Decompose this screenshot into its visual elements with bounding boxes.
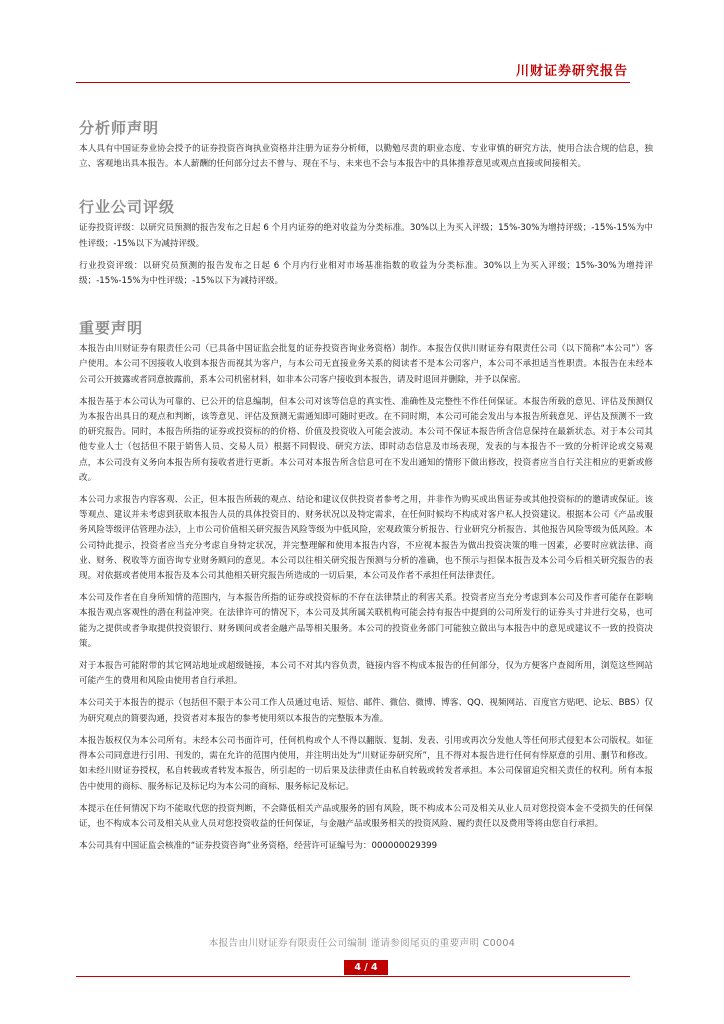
footer-note: 本报告由川财证券有限责任公司编制 谨请参阅尾页的重要声明 C0004 <box>208 938 516 949</box>
disclaimer-paragraph: 对于本报告可能附带的其它网站地址或超级链接，本公司不对其内容负责，链接内容不构成本报告的任何部分，仅为方便客户查阅所用，浏览这些网站可能产生的费用和风险由使用者自行承担。 <box>79 661 653 687</box>
disclaimer-paragraph: 本报告由川财证券有限责任公司（已具备中国证监会批复的证券投资咨询业务资格）制作。本报告仅供川财证券有限责任公司（以下简称“本公司”）客户使用。本公司不因接收人收到本报告而视其为客户，与本公司无直接业务关系的阅读者不是本公司客户，本公司不承担适当性职责。本报告在未经本公司公开披露或者同意披露前，系本公司机密材料，如非本公司客户接收到本报告，请及时退回并删除，并予以保密。 <box>79 344 653 385</box>
analyst-statement: 本人具有中国证券业协会授予的证券投资咨询执业资格并注册为证券分析师，以勤勉尽责的职业态度、专业审慎的研究方法，使用合法合规的信息，独立、客观地出具本报告。本人薪酬的任何部分过去不曾与、现在不与、未来也不会与本报告中的具体推荐意见或观点直接或间接相关。 <box>79 144 653 170</box>
disclaimer-paragraph: 本报告版权仅为本公司所有。未经本公司书面许可，任何机构或个人不得以翻版、复制、发表、引用或再次分发他人等任何形式侵犯本公司版权。如征得本公司同意进行引用、刊发的，需在允许的范围内使用，并注明出处为“川财证券研究所”，且不得对本报告进行任何有悖原意的引用、删节和修改。如未经川财证券授权，私自转载或者转发本报告，所引起的一切后果及法律责任由私自转载或转发者承担。本公司保留追究相关责任的权利。所有本报告中使用的商标、服务标记及标记均为本公司的商标、服务标记及标记。 <box>79 735 653 792</box>
stock-rating-text: 证券投资评级：以研究员预测的报告发布之日起 6 个月内证券的绝对收益为分类标准。30%以上为买入评级；15%-30%为增持评级；-15%-15%为中性评级；-15%以下为减持评级。 <box>79 223 653 249</box>
disclaimer-paragraph: 本公司力求报告内容客观、公正，但本报告所载的观点、结论和建议仅供投资者参考之用，并非作为购买或出售证券或其他投资标的的邀请或保证。该等观点、建议并未考虑到获取本报告人员的具体投资目的、财务状况以及特定需求，在任何时候均不构成对客户私人投资建议。根据本公司《产品或服务风险等级评估管理办法》，上市公司价值相关研究报告风险等级为中低风险，宏观政策分析报告、行业研究分析报告、其他报告风险等级为低风险。本公司特此提示，投资者应当充分考虑自身特定状况，并完整理解和使用本报告内容，不应视本报告为做出投资决策的唯一因素，必要时应就法律、商业、财务、税收等方面咨询专业财务顾问的意见。本公司以往相关研究报告预测与分析的准确，也不预示与担保本报告及本公司今后相关研究报告的表现。对依据或者使用本报告及本公司其他相关研究报告所造成的一切后果，本公司及作者不承担任何法律责任。 <box>79 495 653 582</box>
disclaimer-paragraph: 本报告基于本公司认为可靠的、已公开的信息编制，但本公司对该等信息的真实性、准确性及完整性不作任何保证。本报告所载的意见、评估及预测仅为本报告出具日的观点和判断，该等意见、评估及预测无需通知即可随时更改。在不同时期，本公司可能会发出与本报告所载意见、评估及预测不一致的研究报告。同时，本报告所指的证券或投资标的的价格、价值及投资收入可能会波动。本公司不保证本报告所含信息保持在最新状态。对于本公司其他专业人士（包括但不限于销售人员、交易人员）根据不同假设、研究方法、即时动态信息及市场表现，发表的与本报告不一致的分析评论或交易观点，本公司没有义务向本报告所有接收者进行更新。本公司对本报告所含信息可在不发出通知的情形下做出修改，投资者应当自行关注相应的更新或修改。 <box>79 396 653 483</box>
section-disclaimer-title: 重要声明 <box>79 319 144 338</box>
page-number: 4 / 4 <box>344 960 388 975</box>
license-statement: 本公司具有中国证监会核准的“证券投资咨询”业务资格，经营许可证编号为：000000029399 <box>79 841 438 852</box>
disclaimer-paragraph: 本公司关于本报告的提示（包括但不限于本公司工作人员通过电话、短信、邮件、微信、微博、博客、QQ、视频网站、百度官方贴吧、论坛、BBS）仅为研究观点的简要沟通，投资者对本报告的参考使用须以本报告的完整版本为准。 <box>79 698 653 724</box>
disclaimer-paragraph: 本公司及作者在自身所知情的范围内，与本报告所指的证券或投资标的不存在法律禁止的利害关系。投资者应当充分考虑到本公司及作者可能存在影响本报告观点客观性的潜在利益冲突。在法律许可的情况下，本公司及其所属关联机构可能会持有报告中提到的公司所发行的证券头寸并进行交易，也可能为之提供或者争取提供投资银行、财务顾问或者金融产品等相关服务。本公司的投资业务部门可能独立做出与本报告中的意见或建议不一致的投资决策。 <box>79 593 653 649</box>
section-analyst-title: 分析师声明 <box>79 119 160 137</box>
disclaimer-paragraph: 本提示在任何情况下均不能取代您的投资判断，不会降低相关产品或服务的固有风险，既不构成本公司及相关从业人员对您投资本金不受损失的任何保证，也不构成本公司及相关从业人员对您投资收益的任何保证，与金融产品或服务相关的投资风险、履约责任以及费用等将由您自行承担。 <box>79 803 653 829</box>
page-content <box>79 118 653 861</box>
industry-rating-text: 行业投资评级：以研究员预测的报告发布之日起 6 个月内行业相对市场基准指数的收益为分类标准。30%以上为买入评级；15%-30%为增持评级；-15%-15%为中性评级；-15%以下为减持评级。 <box>79 260 653 287</box>
header-rule <box>76 82 630 83</box>
footer-rule <box>76 976 630 977</box>
section-rating-title: 行业公司评级 <box>79 198 176 217</box>
report-header-title: 川财证券研究报告 <box>515 64 628 79</box>
